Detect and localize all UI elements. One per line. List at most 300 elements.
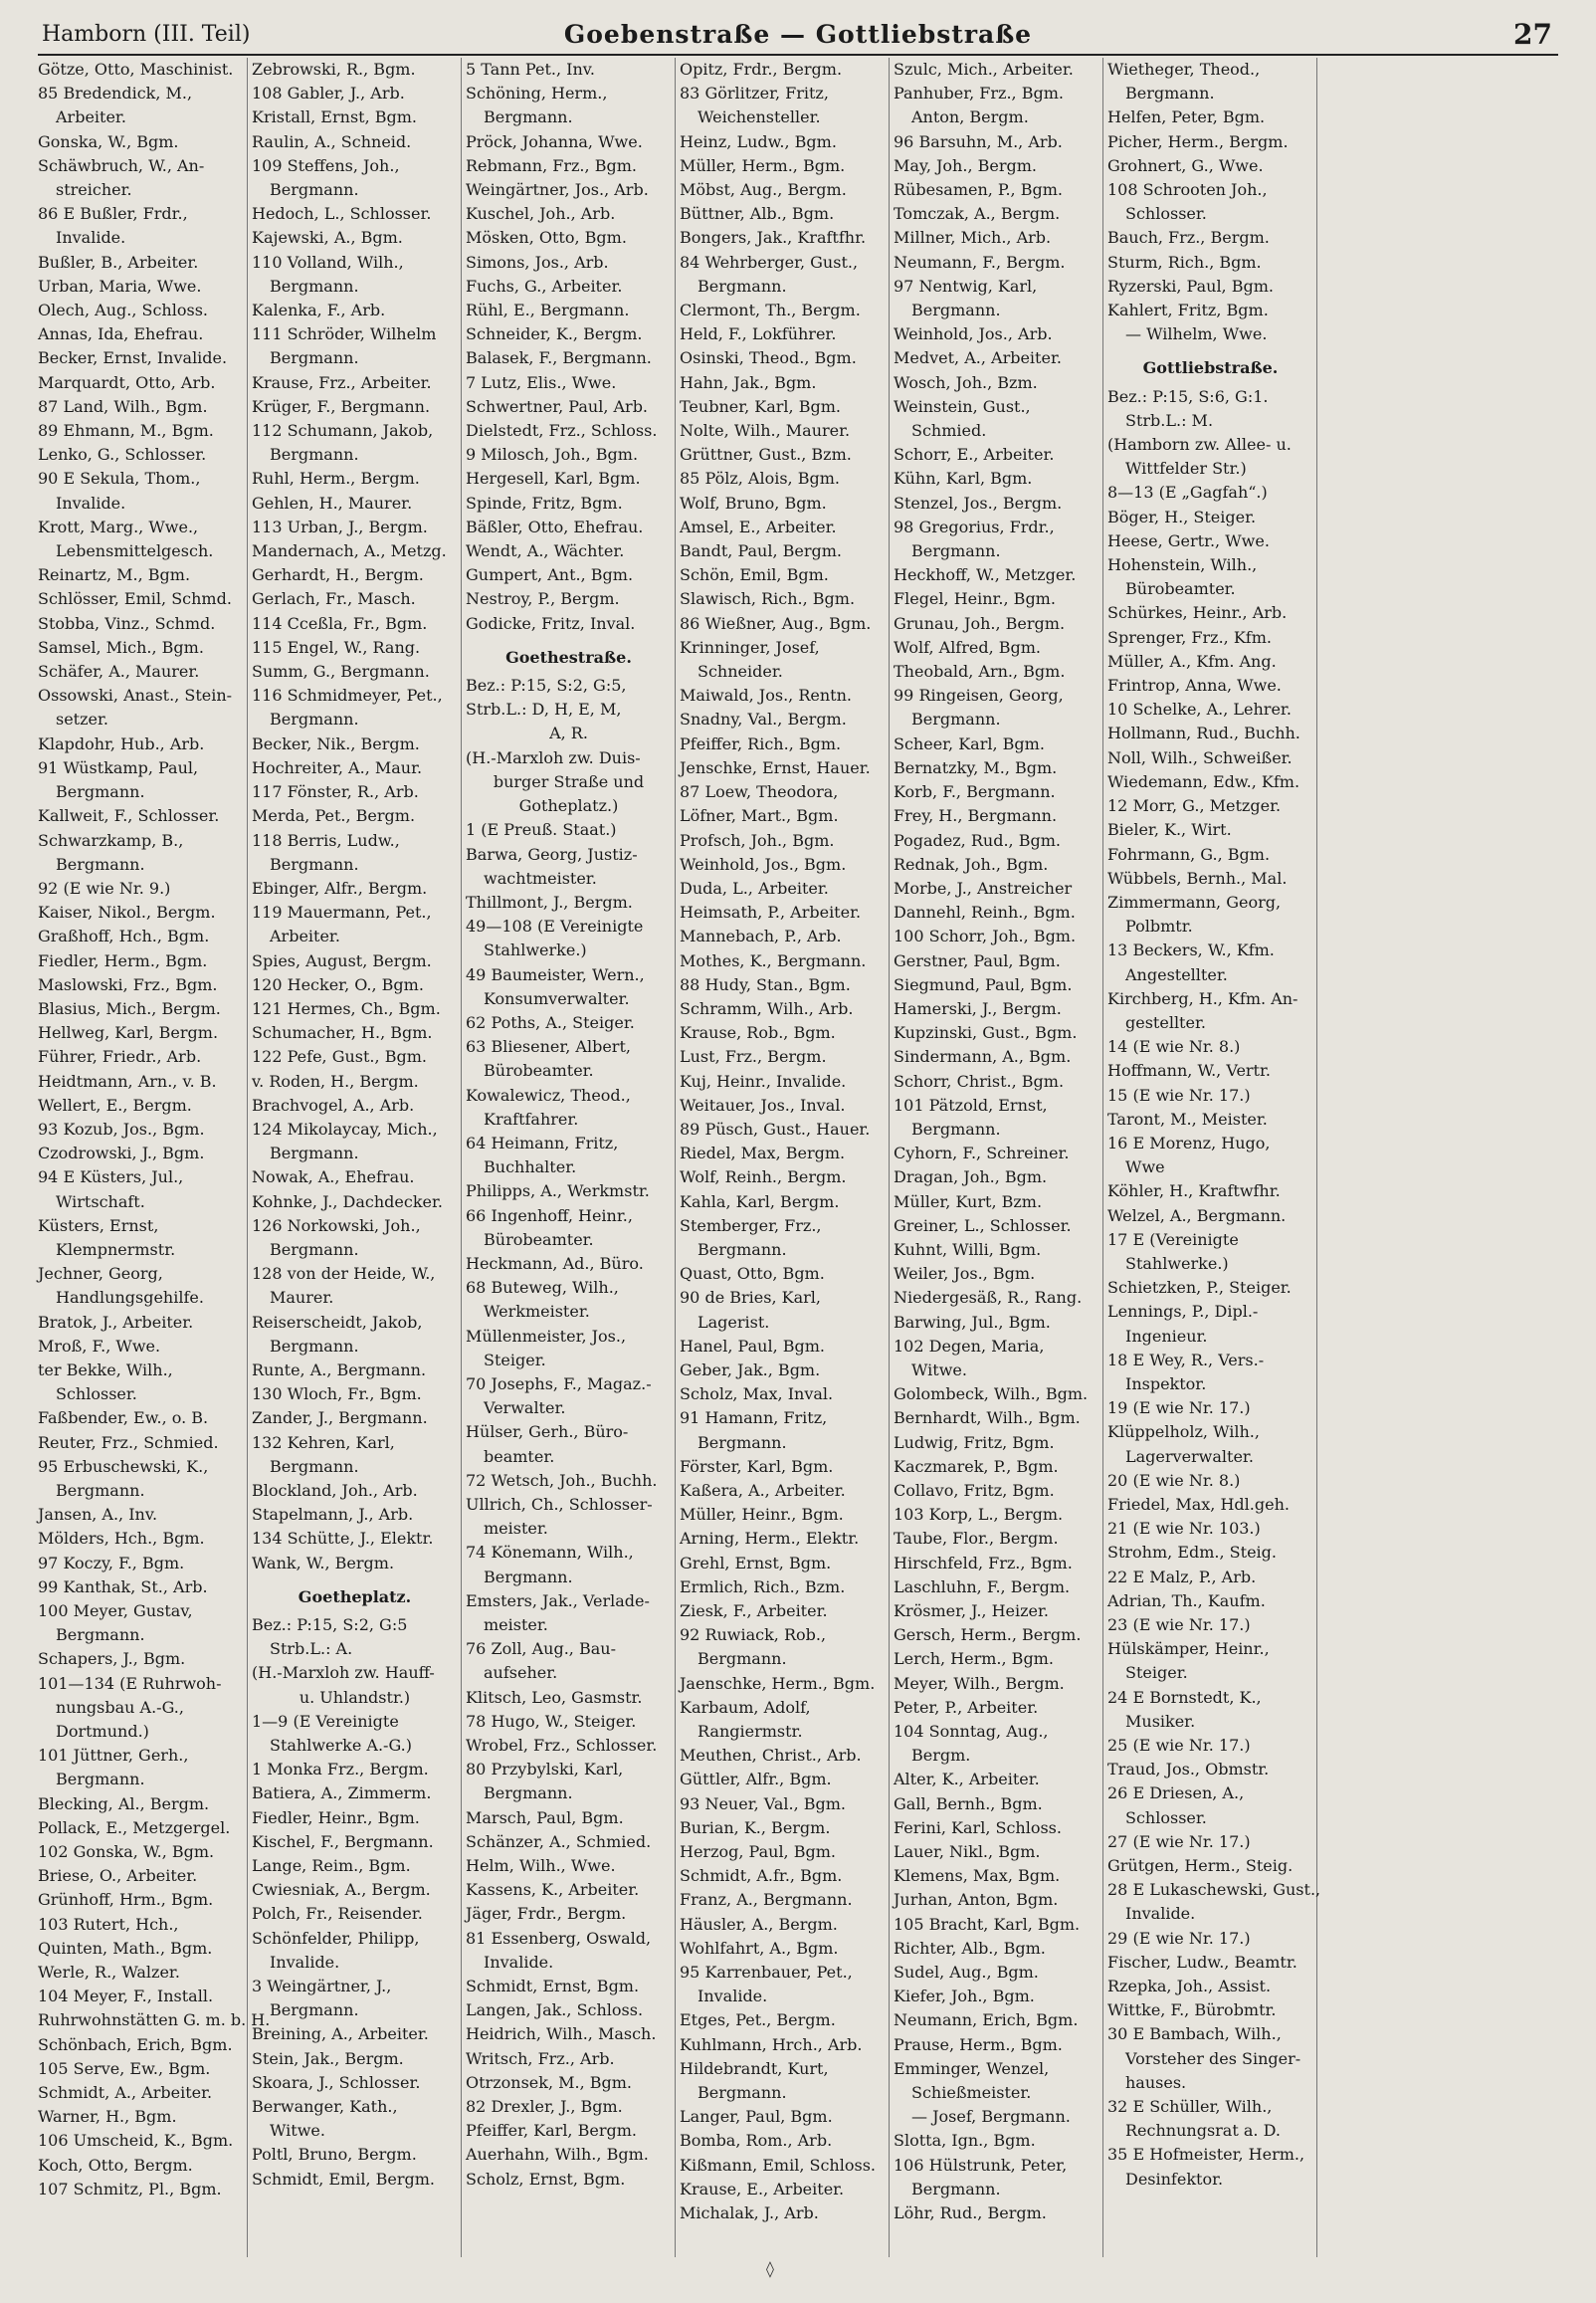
directory-entry: Annas, Ida, Ehefrau. [38, 324, 204, 344]
directory-entry: Prause, Herm., Bgm. [894, 2034, 1063, 2054]
directory-entry: Langen, Jak., Schloss. [466, 2000, 644, 2020]
directory-entry: 62 Poths, A., Steiger. [466, 1012, 635, 1032]
directory-entry: Reuter, Frz., Schmied. [38, 1432, 219, 1452]
directory-entry: Kahlert, Fritz, Bgm. [1107, 301, 1269, 320]
directory-entry: Maslowski, Frz., Bgm. [38, 974, 218, 994]
directory-entry: Wosch, Joh., Bzm. [894, 372, 1038, 392]
directory-entry: Ebinger, Alfr., Bergm. [252, 878, 428, 898]
directory-entry: Schönfelder, Philipp, [252, 1928, 420, 1948]
directory-entry: Jansen, A., Inv. [38, 1505, 158, 1525]
directory-entry: Taront, M., Meister. [1107, 1109, 1268, 1129]
directory-entry: Gerlach, Fr., Masch. [252, 589, 416, 609]
directory-entry: Bußler, B., Arbeiter. [38, 252, 199, 272]
directory-entry: Traud, Jos., Obmstr. [1107, 1760, 1270, 1780]
directory-entry: 21 (E wie Nr. 103.) [1107, 1519, 1261, 1539]
directory-entry: Bergmann. [270, 348, 359, 368]
directory-entry: Hülser, Gerh., Büro- [466, 1422, 629, 1442]
directory-entry: Schlösser, Emil, Schmd. [38, 589, 232, 609]
directory-entry: Rebmann, Frz., Bgm. [466, 155, 637, 175]
directory-entry: Bürobeamter. [484, 1229, 594, 1249]
directory-entry: 1 (E Preuß. Staat.) [466, 820, 617, 840]
directory-entry: 91 Hamann, Fritz, [680, 1408, 828, 1428]
directory-entry: Meuthen, Christ., Arb. [680, 1746, 862, 1766]
directory-entry: 10 Schelke, A., Lehrer. [1107, 700, 1292, 720]
directory-entry: Kuj, Heinr., Invalide. [680, 1071, 847, 1091]
directory-entry: Hochreiter, A., Maur. [252, 757, 423, 777]
directory-entry: Wirtschaft. [56, 1191, 145, 1211]
directory-entry: 28 E Lukaschewski, Gust., [1107, 1880, 1321, 1900]
directory-entry: 12 Morr, G., Metzger. [1107, 796, 1282, 816]
directory-entry: Mandernach, A., Metzg. [252, 541, 447, 561]
directory-entry: Steiger. [1125, 1663, 1188, 1683]
directory-entry: Bergmann. [56, 782, 145, 802]
directory-entry: Hellweg, Karl, Bergm. [38, 1023, 219, 1043]
directory-entry: 3 Weingärtner, J., [252, 1977, 392, 1996]
directory-entry: ter Bekke, Wilh., [38, 1360, 173, 1379]
directory-entry: 114 Cceßla, Fr., Bgm. [252, 613, 428, 633]
directory-entry: 93 Kozub, Jos., Bgm. [38, 1119, 205, 1139]
directory-entry: Bauch, Frz., Bergm. [1107, 228, 1270, 248]
directory-entry: Angestellter. [1125, 964, 1228, 984]
directory-entry: Brachvogel, A., Arb. [252, 1095, 415, 1115]
directory-entry: 128 von der Heide, W., [252, 1264, 436, 1284]
directory-entry: (H.-Marxloh zw. Hauff- [252, 1663, 435, 1683]
directory-entry: Schwertner, Paul, Arb. [466, 396, 649, 416]
column-2 [248, 58, 462, 2257]
directory-entry: 118 Berris, Ludw., [252, 830, 400, 850]
directory-entry: Cwiesniak, A., Bergm. [252, 1880, 431, 1900]
footer-mark: ◊ [766, 2259, 774, 2278]
directory-entry: Weitauer, Jos., Inval. [680, 1095, 846, 1115]
directory-entry: 23 (E wie Nr. 17.) [1107, 1615, 1251, 1634]
directory-entry: 16 E Morenz, Hugo, [1107, 1133, 1271, 1152]
directory-entry: Weinhold, Jos., Arb. [894, 324, 1053, 344]
directory-entry: Riedel, Max, Bergm. [680, 1144, 846, 1163]
directory-entry: Bergmann. [56, 1770, 145, 1789]
directory-entry: Krause, E., Arbeiter. [680, 2179, 845, 2198]
directory-entry: Collavo, Fritz, Bgm. [894, 1480, 1055, 1500]
directory-entry: Wendt, A., Wächter. [466, 541, 625, 561]
directory-entry: Mannebach, P., Arb. [680, 927, 842, 946]
directory-entry: Klemens, Max, Bgm. [894, 1866, 1061, 1886]
directory-entry: Desinfektor. [1125, 2169, 1224, 2189]
directory-entry: Güttler, Alfr., Bgm. [680, 1770, 832, 1789]
directory-entry: Sudel, Aug., Bgm. [894, 1963, 1039, 1983]
directory-entry: Schmidt, Ernst, Bgm. [466, 1977, 640, 1996]
directory-entry: Kowalewicz, Theod., [466, 1085, 631, 1105]
directory-entry: Ullrich, Ch., Schlosser- [466, 1494, 653, 1514]
directory-entry: Polch, Fr., Reisender. [252, 1904, 423, 1924]
directory-entry: 119 Mauermann, Pet., [252, 903, 432, 923]
directory-entry: Jäger, Frdr., Bergm. [466, 1904, 627, 1924]
directory-entry: Ziesk, F., Arbeiter. [680, 1601, 828, 1620]
directory-entry: Invalide. [698, 1987, 768, 2006]
directory-entry: Weingärtner, Jos., Arb. [466, 180, 649, 200]
directory-entry: 70 Josephs, F., Magaz.- [466, 1373, 652, 1393]
directory-entry: 101—134 (E Ruhrwoh- [38, 1673, 222, 1693]
directory-entry: 122 Pefe, Gust., Bgm. [252, 1047, 427, 1067]
directory-entry: 66 Ingenhoff, Heinr., [466, 1205, 633, 1225]
directory-entry: Schlosser. [1125, 204, 1207, 224]
street-heading: Goetheplatz. [298, 1586, 412, 1606]
directory-entry: v. Roden, H., Bergm. [252, 1071, 419, 1091]
directory-entry: 1—9 (E Vereinigte [252, 1711, 399, 1731]
directory-entry: Buchhalter. [484, 1157, 577, 1177]
directory-entry: 25 (E wie Nr. 17.) [1107, 1736, 1251, 1756]
directory-entry: 27 (E wie Nr. 17.) [1107, 1831, 1251, 1851]
directory-entry: Klempnermstr. [56, 1239, 176, 1259]
directory-entry: 9 Milosch, Joh., Bgm. [466, 445, 639, 465]
directory-entry: Herzog, Paul, Bgm. [680, 1842, 836, 1862]
directory-entry: Arning, Herm., Elektr. [680, 1529, 860, 1549]
directory-entry: 107 Schmitz, Pl., Bgm. [38, 2179, 222, 2198]
directory-entry: Invalide. [484, 1952, 554, 1972]
directory-entry: Michalak, J., Arb. [680, 2203, 819, 2223]
directory-entry: Schänzer, A., Schmied. [466, 1831, 652, 1851]
directory-entry: Rzepka, Joh., Assist. [1107, 1977, 1272, 1996]
directory-entry: 68 Buteweg, Wilh., [466, 1278, 619, 1298]
directory-entry: Kassens, K., Arbeiter. [466, 1880, 640, 1900]
directory-entry: 7 Lutz, Elis., Wwe. [466, 372, 617, 392]
directory-entry: 14 (E wie Nr. 8.) [1107, 1037, 1241, 1057]
directory-entry: 8—13 (E „Gagfah“.) [1107, 483, 1268, 503]
directory-entry: Opitz, Frdr., Bergm. [680, 60, 843, 79]
directory-entry: 35 E Hofmeister, Herm., [1107, 2145, 1305, 2165]
directory-entry: 22 E Malz, P., Arb. [1107, 1567, 1257, 1586]
directory-entry: Arbeiter. [56, 107, 126, 127]
directory-entry: Lerch, Herm., Bgm. [894, 1649, 1054, 1669]
directory-entry: Merda, Pet., Bergm. [252, 806, 416, 826]
directory-entry: Wank, W., Bergm. [252, 1553, 395, 1572]
directory-entry: aufseher. [484, 1663, 558, 1683]
directory-entry: Friedel, Max, Hdl.geh. [1107, 1494, 1290, 1514]
directory-entry: Strohm, Edm., Steig. [1107, 1543, 1277, 1563]
directory-entry: Möbst, Aug., Bergm. [680, 180, 847, 200]
directory-entry: 124 Mikolaycay, Mich., [252, 1119, 438, 1139]
directory-entry: Grütgen, Herm., Steig. [1107, 1856, 1294, 1876]
directory-entry: 132 Kehren, Karl, [252, 1432, 395, 1452]
directory-entry: 15 (E wie Nr. 17.) [1107, 1085, 1251, 1105]
directory-entry: Grüttner, Gust., Bzm. [680, 445, 852, 465]
directory-entry: Held, F., Lokführer. [680, 324, 837, 344]
directory-entry: Becker, Ernst, Invalide. [38, 348, 228, 368]
directory-entry: Häusler, A., Bergm. [680, 1914, 838, 1934]
directory-entry: Siegmund, Paul, Bgm. [894, 974, 1073, 994]
directory-entry: Dragan, Joh., Bgm. [894, 1167, 1048, 1187]
directory-entry: 89 Ehmann, M., Bgm. [38, 421, 214, 441]
directory-entry: Pröck, Johanna, Wwe. [466, 131, 643, 151]
directory-entry: Briese, O., Arbeiter. [38, 1866, 198, 1886]
directory-entry: Schürkes, Heinr., Arb. [1107, 603, 1288, 623]
directory-entry: Millner, Mich., Arb. [894, 228, 1052, 248]
directory-entry: Bongers, Jak., Kraftfhr. [680, 228, 867, 248]
directory-entry: Hoffmann, W., Vertr. [1107, 1061, 1271, 1081]
directory-entry: Schumacher, H., Bgm. [252, 1023, 433, 1043]
directory-entry: Karbaum, Adolf, [680, 1697, 811, 1717]
directory-entry: Handlungsgehilfe. [56, 1288, 204, 1308]
directory-entry: Bergmann. [911, 710, 1001, 730]
directory-entry: 26 E Driesen, A., [1107, 1783, 1245, 1803]
directory-entry: Mösken, Otto, Bgm. [466, 228, 627, 248]
directory-entry: Wrobel, Frz., Schlosser. [466, 1736, 658, 1756]
directory-entry: Barwa, Georg, Justiz- [466, 844, 638, 864]
directory-entry: Büttner, Alb., Bgm. [680, 204, 835, 224]
directory-entry: Mothes, K., Bergmann. [680, 950, 867, 970]
directory-entry: Bergmann. [270, 710, 359, 730]
directory-entry: Kischel, F., Bergmann. [252, 1831, 434, 1851]
directory-entry: Maiwald, Jos., Rentn. [680, 686, 852, 706]
directory-entry: Wwe [1125, 1157, 1165, 1177]
directory-entry: Lagerverwalter. [1125, 1446, 1254, 1466]
directory-entry: Weichensteller. [698, 107, 821, 127]
directory-entry: Wittke, F., Bürobmtr. [1107, 2000, 1277, 2020]
directory-entry: Jechner, Georg, [38, 1264, 163, 1284]
directory-entry: 88 Hudy, Stan., Bgm. [680, 974, 851, 994]
directory-entry: May, Joh., Bergm. [894, 155, 1037, 175]
directory-entry: 101 Jüttner, Gerh., [38, 1746, 189, 1766]
directory-entry: Weinstein, Gust., [894, 396, 1031, 416]
directory-entry: Barwing, Jul., Bgm. [894, 1312, 1051, 1332]
directory-entry: Löfner, Mart., Bgm. [680, 806, 839, 826]
directory-entry: Stapelmann, J., Arb. [252, 1505, 414, 1525]
directory-entry: Bergmann. [1125, 84, 1215, 104]
directory-entry: Langer, Paul, Bgm. [680, 2107, 833, 2127]
directory-entry: Klitsch, Leo, Gasmstr. [466, 1687, 643, 1707]
column-1 [34, 58, 271, 2257]
directory-entry: Ferini, Karl, Schloss. [894, 1817, 1062, 1837]
column-6 [1103, 58, 1321, 2257]
directory-entry: 120 Hecker, O., Bgm. [252, 974, 424, 994]
directory-entry: (Hamborn zw. Allee- u. [1107, 435, 1292, 455]
directory-entry: Faßbender, Ew., o. B. [38, 1408, 209, 1428]
directory-entry: Bergmann. [56, 1480, 145, 1500]
directory-entry: Teubner, Karl, Bgm. [680, 396, 841, 416]
directory-entry: Heckhoff, W., Metzger. [894, 565, 1077, 585]
directory-entry: Niedergesäß, R., Rang. [894, 1288, 1083, 1308]
directory-entry: Hirschfeld, Frz., Bgm. [894, 1553, 1073, 1572]
directory-entry: Laschluhn, F., Bergm. [894, 1576, 1071, 1596]
directory-entry: Hahn, Jak., Bgm. [680, 372, 817, 392]
directory-entry: Kirchberg, H., Kfm. An- [1107, 988, 1298, 1008]
directory-entry: A, R. [549, 724, 588, 743]
directory-entry: Adrian, Th., Kaufm. [1107, 1590, 1266, 1610]
directory-entry: Vorsteher des Singer- [1125, 2048, 1301, 2068]
directory-entry: Gonska, W., Bgm. [38, 131, 179, 151]
directory-entry: Greiner, L., Schlosser. [894, 1215, 1072, 1235]
directory-entry: Heidtmann, Arn., v. B. [38, 1071, 217, 1091]
directory-entry: Bez.: P:15, S:2, G:5 [252, 1615, 408, 1634]
directory-entry: Clermont, Th., Bergm. [680, 301, 861, 320]
directory-entry: 78 Hugo, W., Steiger. [466, 1711, 637, 1731]
directory-entry: Lust, Frz., Bergm. [680, 1047, 827, 1067]
directory-entry: 98 Gregorius, Frdr., [894, 517, 1055, 536]
directory-entry: Breining, A., Arbeiter. [252, 2024, 429, 2044]
directory-entry: 102 Degen, Maria, [894, 1336, 1045, 1356]
column-3 [462, 58, 676, 2257]
directory-entry: Schietzken, P., Steiger. [1107, 1278, 1292, 1298]
directory-entry: Bergmann. [270, 445, 359, 465]
directory-entry: 64 Heimann, Fritz, [466, 1133, 619, 1152]
directory-entry: Grehl, Ernst, Bgm. [680, 1553, 832, 1572]
directory-entry: Bomba, Rom., Arb. [680, 2131, 833, 2151]
directory-entry: Theobald, Arn., Bgm. [894, 662, 1066, 682]
directory-entry: Kraftfahrer. [484, 1109, 579, 1129]
directory-entry: Ingenieur. [1125, 1326, 1208, 1346]
directory-entry: Küsters, Ernst, [38, 1215, 159, 1235]
directory-entry: 99 Ringeisen, Georg, [894, 686, 1064, 706]
directory-entry: 109 Steffens, Joh., [252, 155, 400, 175]
directory-entry: u. Uhlandstr.) [299, 1687, 411, 1707]
directory-entry: 134 Schütte, J., Elektr. [252, 1529, 434, 1549]
directory-entry: Rednak, Joh., Bgm. [894, 854, 1049, 874]
directory-entry: 112 Schumann, Jakob, [252, 421, 434, 441]
directory-entry: Warner, H., Bgm. [38, 2107, 177, 2127]
directory-entry: Sturm, Rich., Bgm. [1107, 252, 1262, 272]
directory-entry: 1 Monka Frz., Bergm. [252, 1760, 429, 1780]
directory-entry: Hedoch, L., Schlosser. [252, 204, 432, 224]
directory-entry: Etges, Pet., Bergm. [680, 2010, 836, 2030]
directory-entry: Hollmann, Rud., Buchh. [1107, 724, 1300, 743]
directory-entry: Bergmann. [698, 276, 787, 296]
directory-entry: Bergmann. [270, 1239, 359, 1259]
directory-entry: Müllenmeister, Jos., [466, 1326, 627, 1346]
directory-entry: Wohlfahrt, A., Bgm. [680, 1938, 839, 1958]
directory-entry: 94 E Küsters, Jul., [38, 1167, 184, 1187]
directory-entry: Burian, K., Bergm. [680, 1817, 831, 1837]
directory-entry: Bratok, J., Arbeiter. [38, 1312, 194, 1332]
directory-entry: Stahlwerke.) [1125, 1253, 1229, 1273]
directory-entry: Kahla, Karl, Bergm. [680, 1191, 840, 1211]
directory-entry: Scheer, Karl, Bgm. [894, 733, 1045, 753]
directory-entry: Grünhoff, Hrm., Bgm. [38, 1890, 214, 1910]
directory-entry: Bernatzky, M., Bgm. [894, 757, 1058, 777]
directory-entry: Gumpert, Ant., Bgm. [466, 565, 634, 585]
directory-entry: 104 Meyer, F., Install. [38, 1987, 214, 2006]
directory-entry: Bez.: P:15, S:2, G:5, [466, 676, 627, 696]
directory-entry: Stahlwerke.) [484, 941, 587, 960]
directory-entry: Hanel, Paul, Bgm. [680, 1336, 825, 1356]
directory-entry: Lange, Reim., Bgm. [252, 1856, 411, 1876]
directory-entry: Kaczmarek, P., Bgm. [894, 1456, 1059, 1476]
directory-entry: Hohenstein, Wilh., [1107, 555, 1258, 575]
directory-entry: Mölders, Hch., Bgm. [38, 1529, 205, 1549]
directory-entry: 97 Koczy, F., Bgm. [38, 1553, 185, 1572]
directory-entry: Fiedler, Heinr., Bgm. [252, 1807, 420, 1827]
directory-entry: Rübesamen, P., Bgm. [894, 180, 1063, 200]
directory-entry: Stahlwerke A.-G.) [270, 1736, 412, 1756]
directory-entry: Lauer, Nikl., Bgm. [894, 1842, 1041, 1862]
directory-entry: Skoara, J., Schlosser. [252, 2072, 421, 2092]
directory-entry: Ermlich, Rich., Bzm. [680, 1576, 846, 1596]
directory-entry: Bandt, Paul, Bergm. [680, 541, 842, 561]
directory-entry: Simons, Jos., Arb. [466, 252, 609, 272]
directory-entry: 100 Meyer, Gustav, [38, 1601, 193, 1620]
directory-entry: 91 Wüstkamp, Paul, [38, 757, 199, 777]
directory-entry: Cyhorn, F., Schreiner. [894, 1144, 1070, 1163]
directory-entry: Sindermann, A., Bgm. [894, 1047, 1072, 1067]
directory-entry: Klapdohr, Hub., Arb. [38, 733, 205, 753]
directory-entry: wachtmeister. [484, 868, 597, 888]
directory-entry: Thillmont, J., Bergm. [466, 892, 633, 912]
column-5 [890, 58, 1103, 2257]
directory-entry: Czodrowski, J., Bgm. [38, 1144, 205, 1163]
directory-entry: 126 Norkowski, Joh., [252, 1215, 421, 1235]
directory-entry: Fischer, Ludw., Beamtr. [1107, 1952, 1297, 1972]
directory-entry: Jenschke, Ernst, Hauer. [680, 757, 871, 777]
directory-entry: Bergmann. [911, 2179, 1001, 2198]
directory-entry: gestellter. [1125, 1012, 1206, 1032]
directory-entry: 113 Urban, J., Bergm. [252, 517, 428, 536]
directory-entry: Pfeiffer, Rich., Bgm. [680, 733, 842, 753]
directory-entry: Schöning, Herm., [466, 84, 608, 104]
directory-entry: Bergmann. [270, 1144, 359, 1163]
directory-entry: Förster, Karl, Bgm. [680, 1456, 834, 1476]
directory-entry: 18 E Wey, R., Vers.- [1107, 1350, 1265, 1369]
directory-entry: Wietheger, Theod., [1107, 60, 1261, 79]
directory-entry: Geber, Jak., Bgm. [680, 1360, 821, 1379]
directory-entry: Philipps, A., Werkmstr. [466, 1181, 650, 1201]
directory-entry: streicher. [56, 180, 132, 200]
directory-entry: Lennings, P., Dipl.- [1107, 1302, 1259, 1322]
directory-entry: Köhler, H., Kraftwfhr. [1107, 1181, 1281, 1201]
directory-entry: 105 Serve, Ew., Bgm. [38, 2058, 211, 2078]
directory-entry: Urban, Maria, Wwe. [38, 276, 202, 296]
directory-entry: Schmidt, A.fr., Bgm. [680, 1866, 843, 1886]
directory-entry: Kühn, Karl, Bgm. [894, 469, 1033, 489]
directory-entry: Schlosser. [1125, 1807, 1207, 1827]
directory-entry: Jaenschke, Herm., Bgm. [680, 1673, 876, 1693]
directory-entry: Schorr, E., Arbeiter. [894, 445, 1055, 465]
directory-entry: Inspektor. [1125, 1373, 1207, 1393]
directory-entry: Krott, Marg., Wwe., [38, 517, 199, 536]
directory-entry: 92 (E wie Nr. 9.) [38, 878, 171, 898]
directory-entry: Kuhnt, Willi, Bgm. [894, 1239, 1042, 1259]
directory-entry: 80 Przybylski, Karl, [466, 1760, 624, 1780]
directory-entry: Runte, A., Bergmann. [252, 1360, 427, 1379]
directory-entry: Bergmann. [270, 854, 359, 874]
directory-entry: Bernhardt, Wilh., Bgm. [894, 1408, 1081, 1428]
directory-entry: setzer. [56, 710, 108, 730]
directory-entry: Bergmann. [270, 276, 359, 296]
directory-entry: Bergmann. [56, 854, 145, 874]
directory-entry: 99 Kanthak, St., Arb. [38, 1576, 208, 1596]
directory-entry: Schmied. [911, 421, 987, 441]
directory-entry: 102 Gonska, W., Bgm. [38, 1842, 215, 1862]
directory-entry: Blecking, Al., Bergm. [38, 1793, 210, 1813]
directory-entry: Kallweit, F., Schlosser. [38, 806, 220, 826]
column-4 [676, 58, 890, 2257]
directory-entry: Bergmann. [911, 541, 1001, 561]
directory-entry: Writsch, Frz., Arb. [466, 2048, 615, 2068]
directory-entry: Flegel, Heinr., Bgm. [894, 589, 1056, 609]
directory-entry: burger Straße und [493, 771, 645, 791]
directory-entry: Fiedler, Herm., Bgm. [38, 950, 208, 970]
directory-entry: Slotta, Ign., Bgm. [894, 2131, 1036, 2151]
directory-entry: Kalenka, F., Arb. [252, 301, 386, 320]
directory-entry: Bergmann. [270, 2000, 359, 2020]
columns-container [34, 58, 1532, 2257]
directory-entry: Frintrop, Anna, Wwe. [1107, 676, 1282, 696]
directory-entry: Auerhahn, Wilh., Bgm. [466, 2145, 649, 2165]
directory-entry: Klüppelholz, Wilh., [1107, 1422, 1260, 1442]
directory-entry: Schäfer, A., Maurer. [38, 662, 200, 682]
directory-entry: — Wilhelm, Wwe. [1125, 324, 1268, 344]
directory-entry: 86 E Bußler, Frdr., [38, 204, 188, 224]
directory-entry: Rühl, E., Bergmann. [466, 301, 630, 320]
directory-entry: Schwarzkamp, B., [38, 830, 184, 850]
directory-entry: Bergmann. [698, 2083, 787, 2103]
directory-entry: Alter, K., Arbeiter. [894, 1770, 1040, 1789]
